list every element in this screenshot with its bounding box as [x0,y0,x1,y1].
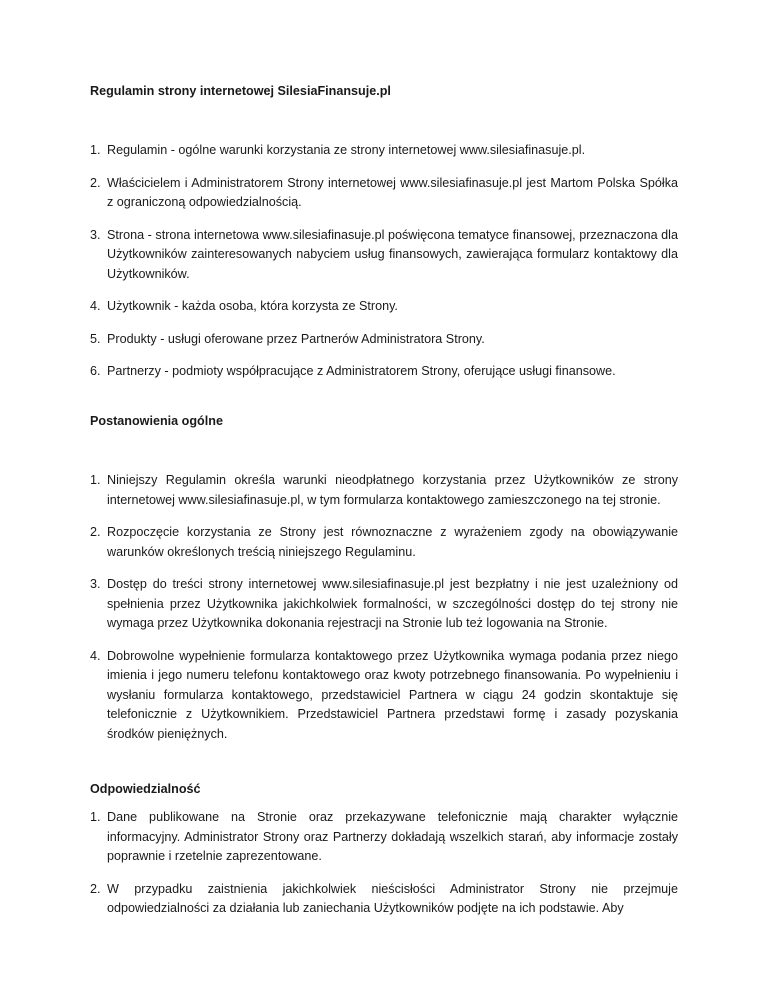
list-item-text: Rozpoczęcie korzystania ze Strony jest równoznaczne z wyrażeniem zgody na obowiązywanie warunków określonych treścią niniejszego Regulaminu. [107,525,678,559]
list-item-text: Produkty - usługi oferowane przez Partnerów Administratora Strony. [107,331,485,346]
list-item-text: W przypadku zaistnienia jakichkolwiek nieścisłości Administrator Strony nie przejmuje odpowiedzialności za działania lub zaniechania Użytkowników podjęte na ich podstawie. Aby [107,881,678,915]
definitions-list [90,141,678,382]
list-item [90,297,678,317]
list-item [90,808,678,867]
list-item [90,880,678,919]
list-item-text: Strona - strona internetowa www.silesiafinasuje.pl poświęcona tematyce finansowej, przeznaczona dla Użytkowników zainteresowanych nabyciem usług finansowych, zawierająca formularz kontaktowy dla Użytkowników. [107,227,678,281]
general-provisions-section [90,471,678,757]
general-provisions-heading: Postanowienia ogólne [90,414,223,428]
list-item-number: 1. [90,473,101,487]
general-provisions-list [90,471,678,744]
list-item [90,141,678,161]
list-item-number: 2. [90,881,101,896]
list-item [90,330,678,350]
list-item [90,647,678,745]
list-item-number: 4. [90,648,101,663]
list-item-number: 3. [90,577,101,591]
definitions-section [90,141,678,395]
liability-section [90,808,678,932]
list-item [90,362,678,382]
list-item [90,471,678,510]
document-title: Regulamin strony internetowej SilesiaFinansuje.pl [90,84,391,98]
liability-list [90,808,678,919]
list-item [90,523,678,562]
list-item-text: Użytkownik - każda osoba, która korzysta ze Strony. [107,299,398,313]
list-item [90,226,678,285]
list-item-number: 4. [90,299,101,313]
liability-heading: Odpowiedzialność [90,782,201,796]
list-item-text: Dobrowolne wypełnienie formularza kontaktowego przez Użytkownika wymaga podania przez niego imienia i jego numeru telefonu kontaktowego oraz kwoty potrzebnego finansowania. Po wypełnieniu i wysłaniu formularza kontaktowego, przedstawiciel Partnera w ciągu 24 godzin skontaktuje się telefonicznie z Użytkownikiem. Przedstawiciel Partnera przedstawi formę i zasady pozyskania środków pieniężnych. [107,648,678,741]
list-item [90,575,678,634]
list-item-number: 6. [90,364,101,378]
list-item-number: 5. [90,331,101,346]
list-item-number: 2. [90,525,101,539]
list-item-text: Partnerzy - podmioty współpracujące z Administratorem Strony, oferujące usługi finansowe. [107,364,616,378]
list-item-number: 1. [90,143,101,157]
list-item-text: Niniejszy Regulamin określa warunki nieodpłatnego korzystania przez Użytkowników ze strony internetowej www.silesiafinasuje.pl, w tym formularza kontaktowego zamieszczonego na tej stronie. [107,473,678,507]
list-item [90,174,678,213]
list-item-text: Właścicielem i Administratorem Strony internetowej www.silesiafinasuje.pl jest Martom Polska Spółka z ograniczoną odpowiedzialnością. [107,175,678,209]
list-item-number: 3. [90,227,101,242]
list-item-text: Regulamin - ogólne warunki korzystania ze strony internetowej www.silesiafinasuje.pl. [107,143,586,157]
list-item-number: 2. [90,175,101,190]
list-item-text: Dane publikowane na Stronie oraz przekazywane telefonicznie mają charakter wyłącznie informacyjny. Administrator Strony oraz Partnerzy dokładają wszelkich starań, aby informacje zostały poprawnie i rzetelnie zaprezentowane. [107,810,678,863]
list-item-number: 1. [90,810,101,824]
list-item-text: Dostęp do treści strony internetowej www.silesiafinasuje.pl jest bezpłatny i nie jest uzależniony od spełnienia przez Użytkownika jakichkolwiek formalności, w szczególności dostęp do tej strony nie wymaga przez Użytkownika dokonania rejestracji na Stronie lub też logowania na Stronie. [107,577,678,630]
